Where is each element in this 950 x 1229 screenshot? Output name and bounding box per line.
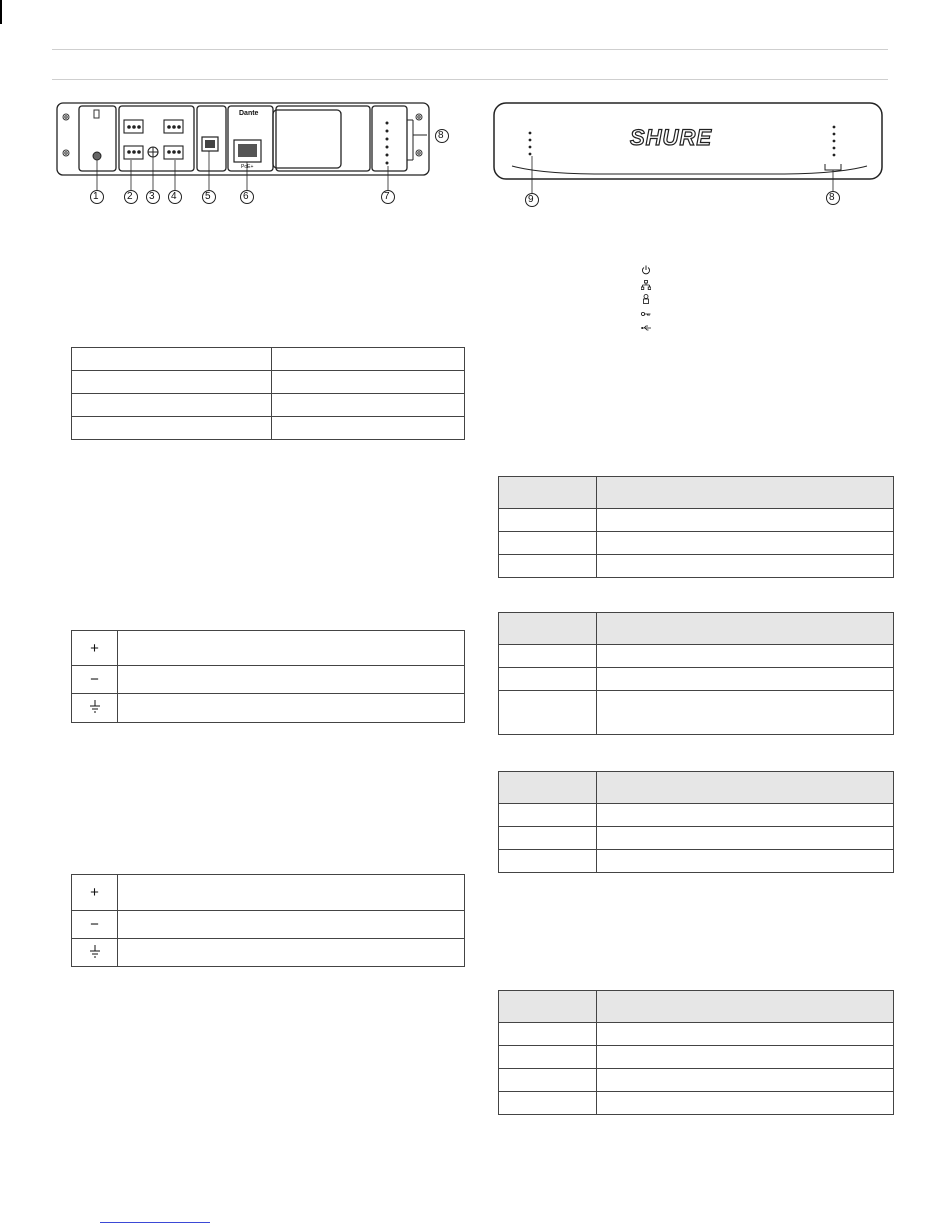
table-row [72, 417, 465, 440]
table-header [499, 772, 894, 804]
table-row [72, 694, 465, 723]
table-row [72, 875, 465, 911]
table-row [72, 939, 465, 967]
callout-1: 1 [93, 191, 99, 202]
table-row [499, 532, 894, 555]
led-legend [636, 263, 656, 336]
table-row [72, 348, 465, 371]
table-row [499, 509, 894, 532]
corner-mark [0, 0, 2, 24]
network-icon [636, 278, 656, 293]
plus-icon: + [72, 875, 118, 911]
ground-icon [72, 694, 118, 723]
shure-logo: SHURE [630, 125, 713, 150]
callout-6: 6 [243, 191, 249, 202]
table-row [72, 394, 465, 417]
encryption-icon [636, 292, 656, 307]
table-row [499, 850, 894, 873]
minus-icon: − [72, 666, 118, 694]
header-rule-2 [52, 79, 888, 80]
table-header [499, 613, 894, 645]
table-row [499, 691, 894, 735]
table-row [72, 911, 465, 939]
table-g [498, 990, 894, 1115]
table-row [499, 804, 894, 827]
callout-7: 7 [384, 191, 390, 202]
table-header [499, 991, 894, 1023]
table-row [72, 371, 465, 394]
network-audio-icon [636, 307, 656, 322]
table-c [71, 874, 465, 967]
table-row [499, 645, 894, 668]
table-e [498, 612, 894, 735]
callout-8: 8 [438, 130, 444, 141]
poe-label: PoE+ [241, 164, 254, 170]
table-row [499, 668, 894, 691]
plus-icon: + [72, 631, 118, 666]
usb-icon [636, 321, 656, 336]
table-row [499, 555, 894, 578]
callout-8-front: 8 [829, 192, 835, 203]
table-a [71, 347, 465, 440]
table-row [72, 631, 465, 666]
callout-2: 2 [127, 191, 133, 202]
callout-9: 9 [528, 194, 534, 205]
table-row [499, 1046, 894, 1069]
table-b [71, 630, 465, 723]
table-header [499, 477, 894, 509]
callout-5: 5 [205, 191, 211, 202]
header-rule [52, 49, 888, 50]
ground-icon [72, 939, 118, 967]
table-row [72, 666, 465, 694]
footer-link-underline[interactable] [100, 1222, 210, 1223]
table-row [499, 1023, 894, 1046]
dante-label: Dante [239, 110, 259, 117]
table-d [498, 476, 894, 578]
table-row [499, 827, 894, 850]
power-icon [636, 263, 656, 278]
callout-3: 3 [149, 191, 155, 202]
table-row [499, 1069, 894, 1092]
minus-icon: − [72, 911, 118, 939]
table-f [498, 771, 894, 873]
callout-4: 4 [171, 191, 177, 202]
table-row [499, 1092, 894, 1115]
